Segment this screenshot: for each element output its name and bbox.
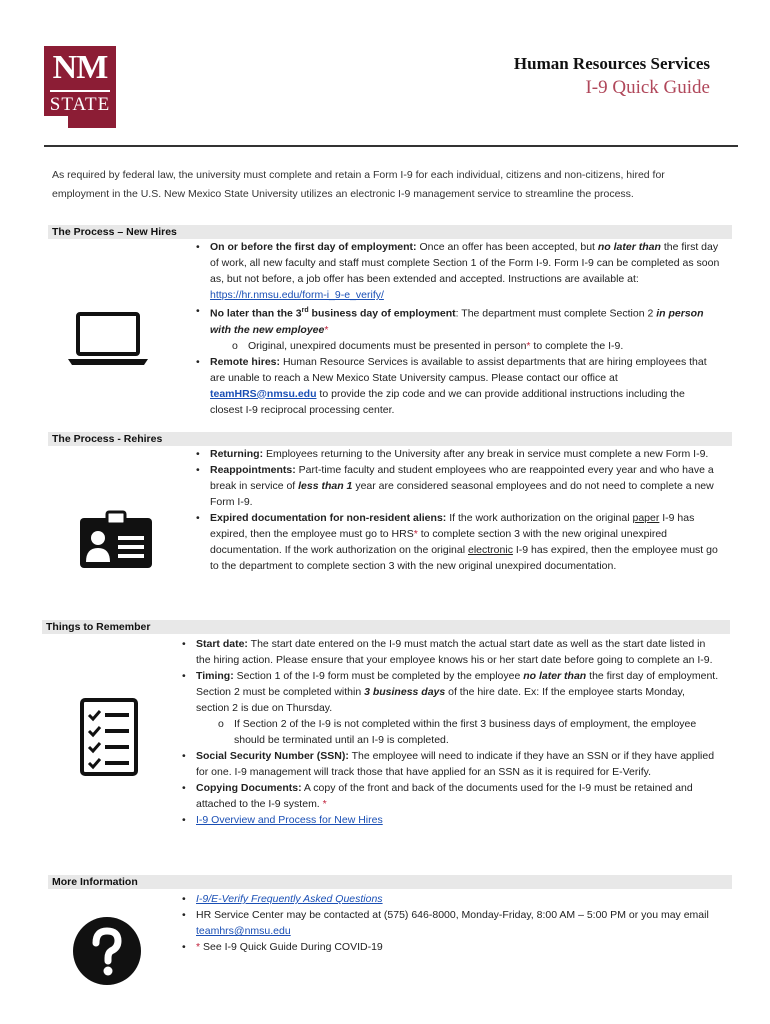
- section-heading-things-to-remember: Things to Remember: [42, 620, 730, 634]
- list-item: • On or before the first day of employment: Once an offer has been accepted, but no later than the first day of work, all new faculty and staff must complete Section 1 of the Form I-9. Form I-9 can be completed as soon as, but not before, a job offer has been extended and accepted. Instructions are available at: https://hr.nmsu.edu/form-i_9-e_verify/: [196, 239, 720, 303]
- list-item: [182, 891, 720, 907]
- document-title: Human Resources Services: [513, 54, 710, 73]
- i9-overview-link[interactable]: I-9 Overview and Process for New Hires: [196, 814, 383, 826]
- logo-nm-text: NM: [52, 49, 108, 86]
- list-item: [182, 812, 720, 828]
- list-item: • Expired documentation for non-resident aliens: If the work authorization on the original paper I-9 has expired, then the employee must go to HRS* to complete section 3 with the new original unexpired documentation. If the work authorization on the original electronic I-9 has expired, then the employee must go to the department to complete section 3 with the new original unexpired documentation.: [196, 510, 720, 574]
- logo-notch: [44, 116, 68, 128]
- header-rule: [44, 145, 738, 147]
- list-item: • Reappointments: Part-time faculty and student employees who are reappointed every year and who have a break in service of less than 1 year are considered seasonal employees and do not need to complete a new Form I-9.: [196, 462, 720, 510]
- rehires-list: [196, 446, 720, 574]
- team-hrs-email-link[interactable]: teamHRS@nmsu.edu: [210, 387, 317, 400]
- section-heading-more-information: More Information: [48, 875, 732, 889]
- new-hires-list: [196, 239, 720, 418]
- logo-divider: [50, 90, 110, 92]
- logo-state-text: STATE: [49, 94, 111, 115]
- sub-list-item: o If Section 2 of the I-9 is not completed within the first 3 business days of employment, the employee should be terminated until an I-9 is completed.: [196, 716, 720, 748]
- list-item: • * See I-9 Quick Guide During COVID-19: [182, 939, 720, 955]
- checklist-icon: [80, 698, 138, 776]
- list-item: • Copying Documents: A copy of the front and back of the documents used for the I-9 must be retained and attached to the I-9 system. *: [182, 780, 720, 812]
- list-item: • No later than the 3rd business day of employment: The department must complete Section 2 in person with the new employee* o Original, unexpired documents must be presented in person* to complete the I-9.: [196, 303, 720, 354]
- list-item: • Returning: Employees returning to the University after any break in service must complete a new Form I-9.: [196, 446, 720, 462]
- document-subtitle: I-9 Quick Guide: [585, 77, 710, 98]
- section-heading-new-hires: The Process – New Hires: [48, 225, 732, 239]
- intro-paragraph: As required by federal law, the university must complete and retain a Form I-9 for each individual, citizens and non-citizens, hired for employment in the U.S. New Mexico State University utilizes an electronic I-9 management service to streamline the process.: [52, 169, 665, 200]
- things-to-remember-list: [182, 636, 720, 828]
- list-item: • Start date: The start date entered on the I-9 must match the actual start date as well as the start date listed in the hiring action. Please ensure that your employee knows his or her start date before going to complete an I-9.: [182, 636, 720, 668]
- id-badge-icon: [78, 510, 154, 570]
- nmsu-logo: [44, 46, 116, 128]
- faq-link[interactable]: I-9/E-Verify Frequently Asked Questions: [196, 893, 383, 905]
- more-information-list: [182, 891, 720, 955]
- section-heading-rehires: The Process - Rehires: [48, 432, 732, 446]
- list-item: • Timing: Section 1 of the I-9 form must be completed by the employee no later than the first day of employment. Section 2 must be completed within 3 business days of the hire date. Ex: If the employee starts Monday, section 2 is due on Thursday. o If Section 2 of the I-9 is not completed within the first 3 business days of employment, the employee should be terminated until an I-9 is completed.: [182, 668, 720, 748]
- list-item: • HR Service Center may be contacted at (575) 646-8000, Monday-Friday, 8:00 AM – 5:00 PM or you may email teamhrs@nmsu.edu: [182, 907, 720, 939]
- form-i9-link[interactable]: https://hr.nmsu.edu/form-i_9-e_verify/: [210, 289, 384, 301]
- list-item: • Social Security Number (SSN): The employee will need to indicate if they have an SSN or if they have applied for one. I-9 management will track those that have applied for an SSN as it is required for E-Verify.: [182, 748, 720, 780]
- teamhrs-email-link[interactable]: teamhrs@nmsu.edu: [196, 925, 291, 937]
- laptop-icon: [66, 312, 150, 368]
- list-item: • Remote hires: Human Resource Services is available to assist departments that are hiring employees that are unable to reach a New Mexico State University campus. Please contact our office at teamHRS@nmsu.edu to provide the zip code and we can provide additional instructions including the closest I-9 reciprocal processing center.: [196, 354, 720, 418]
- question-circle-icon: [72, 916, 142, 986]
- sub-list-item: o Original, unexpired documents must be presented in person* to complete the I-9.: [210, 338, 720, 354]
